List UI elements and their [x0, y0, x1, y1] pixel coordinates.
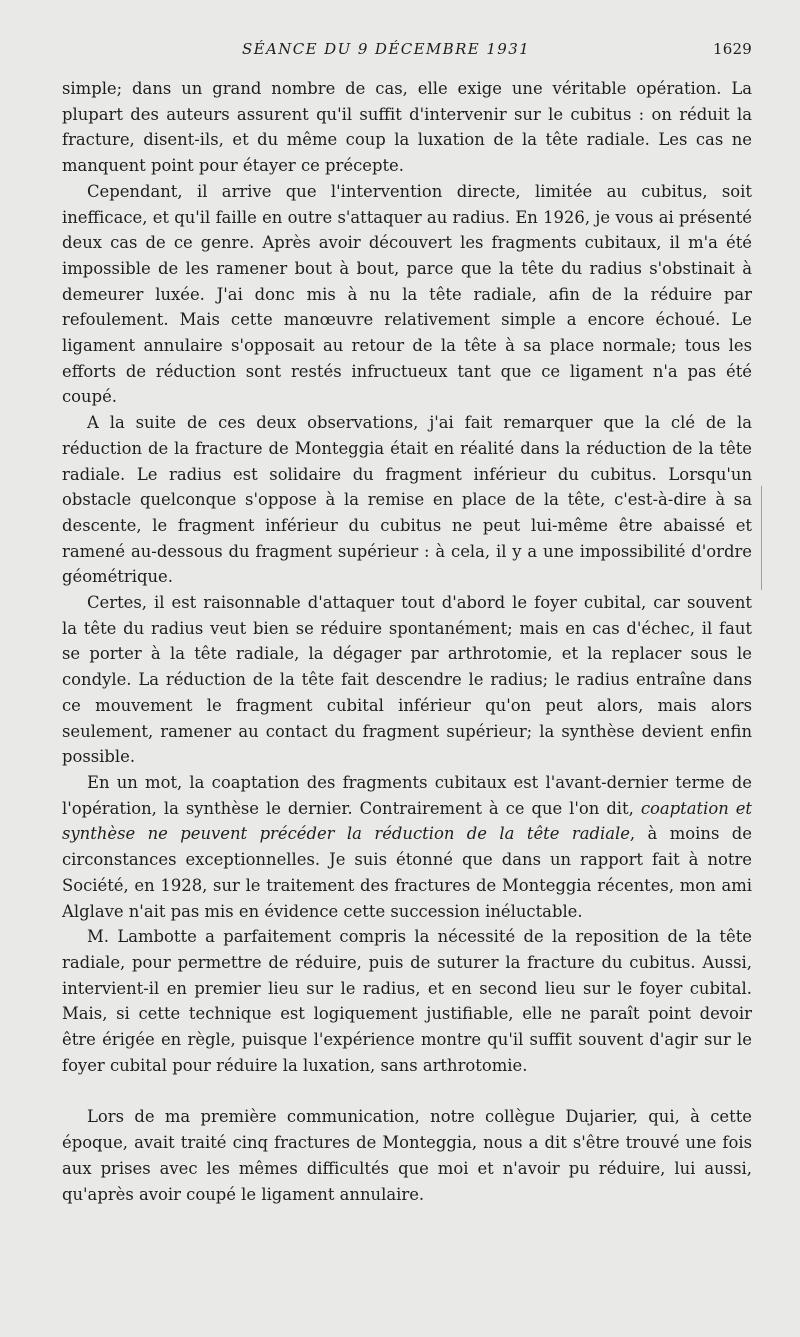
page-header [62, 40, 752, 64]
section-gap [62, 1078, 752, 1104]
coaptation-emphasis: coaptation et synthèse ne peuvent précéder la réduction de la tête radiale [62, 798, 753, 844]
paragraph-inefficace: Cependant, il arrive que l'intervention directe, limitée au cubitus, soit inefficace, et qu'il faille en outre s'attaquer au radius. En 1926, je vous ai présenté deux cas de ce genre. Après avoir découvert les fragments cubitaux, il m'a été impossible de les ramener bout à bout, parce que la tête du radius s'obstinait à demeurer luxée. J'ai donc mis à nu la tête radiale, afin de la réduire par refoulement. Mais cette manœuvre relativement simple a encore échoué. Le ligament annulaire s'opposait au retour de la tête à sa place normale; tous les efforts de réduction sont restés infructueux tant que ce ligament n'a pas été coupé. [62, 181, 752, 407]
paragraph-lambotte: M. Lambotte a parfaitement compris la nécessité de la reposition de la tête radiale, pour permettre de réduire, puis de suturer la fracture du cubitus. Aussi, intervient-il en premier lieu sur le radius, et en second lieu sur le foyer cubital. Mais, si cette technique est logiquement justifiable, elle ne paraît point devoir être érigée en règle, puisque l'expérience montre qu'il suffit souvent d'agir sur le foyer cubital pour réduire la luxation, sans arthrotomie. [62, 927, 752, 1075]
coaptation-text-end: , à moins de circonstances exceptionnelles. Je suis étonné que dans un rapport fait à notre Société, en 1928, sur le traitement des fractures de Monteggia récentes, mon ami Alglave n'ait pas mis en évidence cette succession inéluctable. [62, 824, 752, 921]
coaptation-text-start: En un mot, la coaptation des fragments cubitaux est l'avant-dernier terme de l'opération, la synthèse le dernier. Contrairement à ce que l'on dit, [62, 772, 752, 818]
paragraph-foyer-cubital: Certes, il est raisonnable d'attaquer tout d'abord le foyer cubital, car souvent la tête du radius veut bien se réduire spontanément; mais en cas d'échec, il faut se porter à la tête radiale, la dégager par arthrotomie, et la replacer sous le condyle. La réduction de la tête fait descendre le radius; le radius entraîne dans ce mouvement le fragment cubital inférieur qu'on peut alors, mais alors seulement, ramener au contact du fragment supérieur; la synthèse devient enfin possible. [62, 593, 752, 767]
margin-pencil-mark [755, 486, 762, 590]
page-number: 1629 [713, 40, 752, 58]
paragraph-dujarier: Lors de ma première communication, notre collègue Dujarier, qui, à cette époque, avait traité cinq fractures de Monteggia, nous a dit s'être trouvé une fois aux prises avec les mêmes difficultés que moi et n'avoir pu réduire, lui aussi, qu'après avoir coupé le ligament annulaire. [62, 1107, 752, 1204]
running-title: SÉANCE DU 9 DÉCEMBRE 1931 [242, 40, 531, 58]
paragraph-cle-reduction: A la suite de ces deux observations, j'ai fait remarquer que la clé de la réduction de la fracture de Monteggia était en réalité dans la réduction de la tête radiale. Le radius est solidaire du fragment inférieur du cubitus. Lorsqu'un obstacle quelconque s'oppose à la remise en place de la tête, c'est-à-dire à sa descente, le fragment inférieur du cubitus ne peut lui-même être abaissé et ramené au-dessous du fragment supérieur : à cela, il y a une impossibilité d'ordre géométrique. [62, 413, 752, 587]
paragraph-continuation: simple; dans un grand nombre de cas, elle exige une véritable opération. La plupart des auteurs assurent qu'il suffit d'intervenir sur le cubitus : on réduit la fracture, disent-ils, et du même coup la luxation de la tête radiale. Les cas ne manquent point pour étayer ce précepte. [62, 79, 752, 176]
paragraph-coaptation [62, 770, 752, 924]
